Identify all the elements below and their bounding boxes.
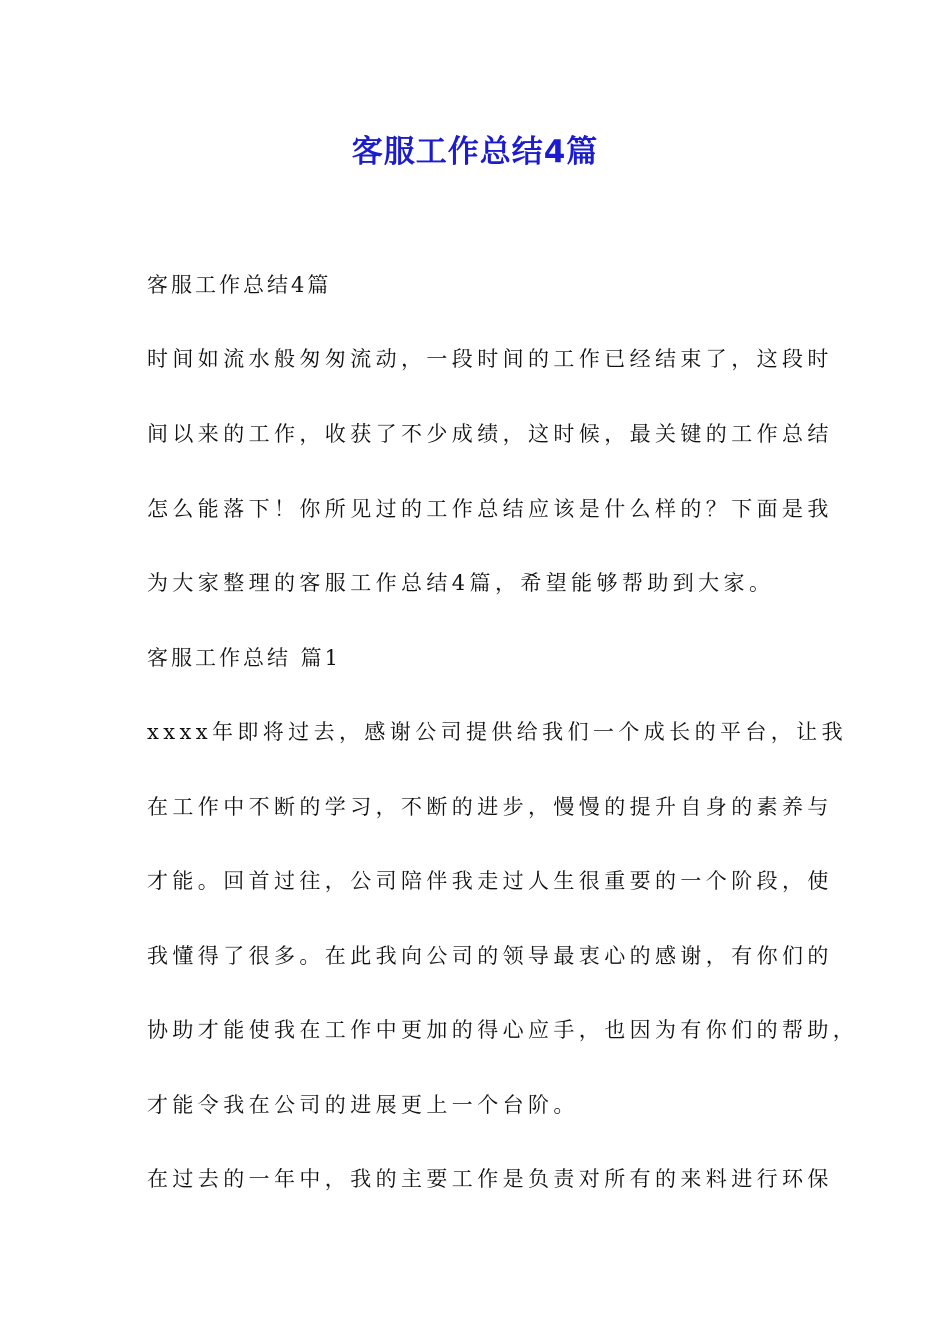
intro-line-4: 为大家整理的客服工作总结4篇，希望能够帮助到大家。 [147, 571, 775, 595]
intro-line-1: 时间如流水般匆匆流动，一段时间的工作已经结束了，这段时 [147, 347, 833, 371]
section1-para1-line-2: 在工作中不断的学习，不断的进步，慢慢的提升自身的素养与 [147, 795, 833, 819]
section1-para1-line-5: 协助才能使我在工作中更加的得心应手，也因为有你们的帮助， [147, 1018, 859, 1042]
section1-para1-line-1: xxxx年即将过去，感谢公司提供给我们一个成长的平台，让我 [147, 720, 847, 744]
section1-heading: 客服工作总结 篇1 [147, 646, 342, 670]
section1-para1-line-3: 才能。回首过往，公司陪伴我走过人生很重要的一个阶段，使 [147, 869, 833, 893]
document-subtitle: 客服工作总结4篇 [147, 273, 332, 297]
section1-para2-line-1: 在过去的一年中，我的主要工作是负责对所有的来料进行环保 [147, 1167, 833, 1191]
section1-para1-line-4: 我懂得了很多。在此我向公司的领导最衷心的感谢，有你们的 [147, 944, 833, 968]
section1-para1-line-6: 才能令我在公司的进展更上一个台阶。 [147, 1093, 579, 1117]
page-title: 客服工作总结4篇 [351, 134, 599, 170]
intro-line-3: 怎么能落下！你所见过的工作总结应该是什么样的？下面是我 [147, 497, 833, 521]
intro-line-2: 间以来的工作，收获了不少成绩，这时候，最关键的工作总结 [147, 422, 833, 446]
